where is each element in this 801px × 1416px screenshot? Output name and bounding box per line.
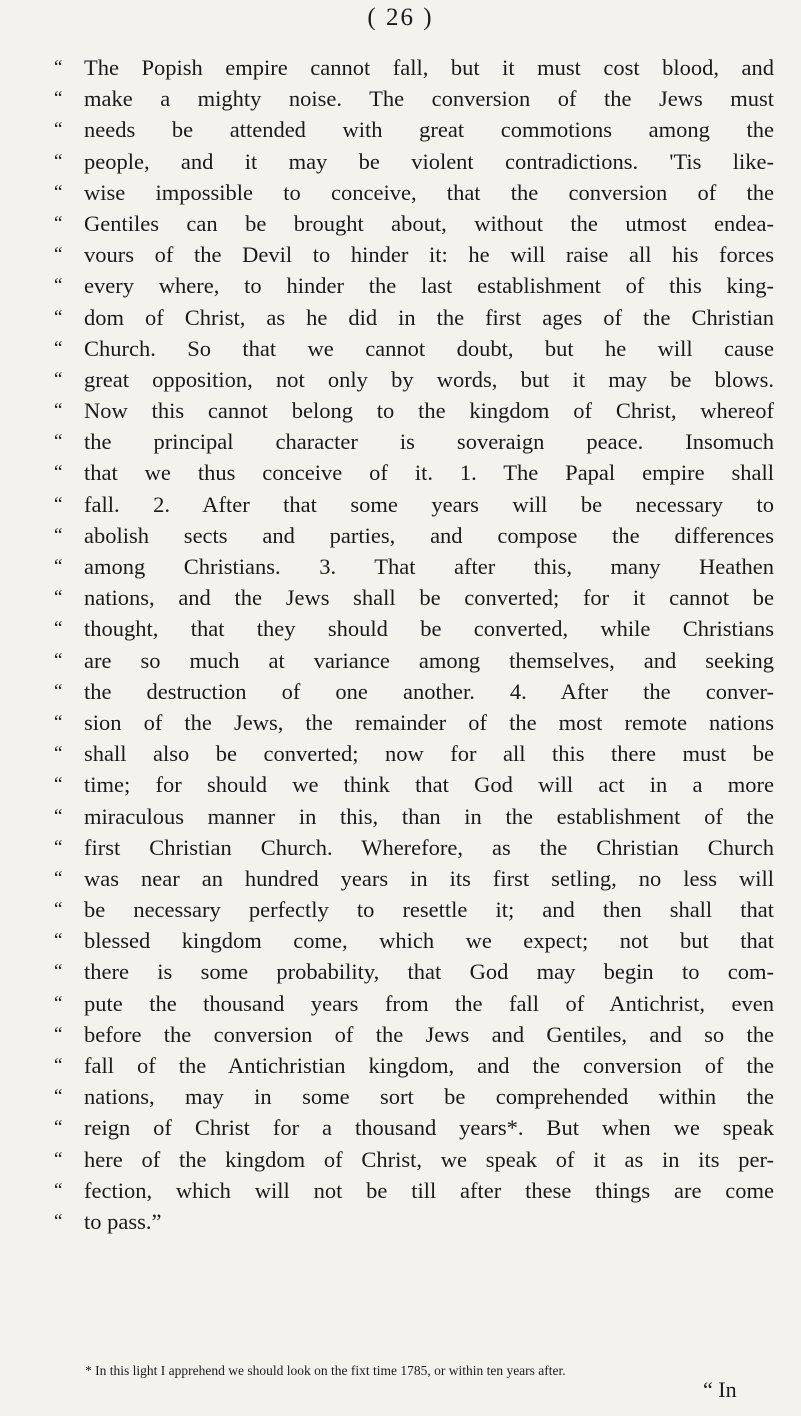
line-text: great opposition, not only by words, but it may be blows. — [84, 366, 774, 392]
quote-mark: “ — [54, 524, 63, 546]
quote-mark: “ — [54, 680, 63, 702]
text-line — [54, 769, 774, 800]
line-text: first Christian Church. Wherefore, as the Christian Church — [84, 834, 774, 860]
quote-mark: “ — [54, 275, 63, 297]
quote-mark: “ — [54, 587, 63, 609]
text-line — [54, 707, 774, 738]
text-line — [54, 1144, 774, 1175]
line-text: the destruction of one another. 4. After the conver- — [84, 678, 774, 704]
line-text: Gentiles can be brought about, without the utmost endea- — [84, 210, 774, 236]
quote-mark: “ — [54, 1148, 63, 1170]
line-text: here of the kingdom of Christ, we speak of it as in its per- — [84, 1146, 774, 1172]
line-text: thought, that they should be converted, while Christians — [84, 616, 774, 642]
quote-mark: “ — [54, 867, 63, 889]
text-line — [54, 582, 774, 613]
line-text: make a mighty noise. The conversion of the Jews must — [84, 86, 774, 112]
line-text: are so much at variance among themselves, and seeking — [84, 647, 774, 673]
quote-mark: “ — [54, 212, 63, 234]
quote-mark: “ — [54, 1023, 63, 1045]
text-line — [54, 83, 774, 114]
text-line — [54, 114, 774, 145]
line-text: reign of Christ for a thousand years*. But when we speak — [84, 1115, 774, 1141]
quote-mark: “ — [54, 400, 63, 422]
text-line — [54, 801, 774, 832]
text-line — [54, 645, 774, 676]
line-text: pute the thousand years from the fall of Antichrist, even — [84, 990, 774, 1016]
text-line — [54, 676, 774, 707]
quote-mark: “ — [54, 774, 63, 796]
quote-mark: “ — [54, 556, 63, 577]
footnote: * In this light I apprehend we should look on the fixt time 1785, or within ten years after. — [85, 1363, 566, 1378]
text-line — [54, 146, 774, 177]
text-line — [54, 988, 774, 1019]
quote-mark: “ — [54, 181, 63, 203]
text-line — [54, 457, 774, 488]
line-text: people, and it may be violent contradictions. 'Tis like- — [84, 148, 774, 174]
line-text: abolish sects and parties, and compose the differences — [84, 522, 774, 548]
quote-mark: “ — [54, 1179, 63, 1201]
quote-mark: “ — [54, 57, 63, 78]
text-line — [54, 1050, 774, 1081]
text-line — [54, 1175, 774, 1206]
line-text: among Christians. 3. That after this, many Heathen — [84, 554, 774, 579]
quote-mark: “ — [54, 1055, 63, 1076]
quote-mark: “ — [54, 711, 63, 733]
line-text: needs be attended with great commotions among the — [84, 117, 774, 143]
text-line — [54, 1206, 774, 1237]
text-line — [54, 738, 774, 769]
line-text: be necessary perfectly to resettle it; and then shall that — [84, 897, 774, 923]
text-line — [54, 489, 774, 520]
text-line — [54, 270, 774, 301]
quote-mark: “ — [54, 462, 63, 484]
text-line — [54, 1081, 774, 1112]
line-text: before the conversion of the Jews and Gentiles, and so the — [84, 1021, 774, 1047]
quote-mark: “ — [54, 493, 63, 515]
quote-mark: “ — [54, 961, 63, 983]
text-line — [54, 1019, 774, 1050]
line-text: fall. 2. After that some years will be necessary to — [84, 491, 774, 517]
line-text: fection, which will not be till after these things are come — [84, 1177, 774, 1203]
text-line — [54, 52, 774, 83]
text-line — [54, 956, 774, 987]
text-line — [54, 364, 774, 395]
quote-mark: “ — [54, 930, 63, 952]
quote-mark: “ — [54, 150, 63, 172]
quote-mark: “ — [54, 649, 63, 671]
text-line — [54, 177, 774, 208]
line-text: nations, and the Jews shall be converted; for it cannot be — [84, 585, 774, 611]
text-line — [54, 302, 774, 333]
body-text — [54, 52, 774, 1237]
quote-mark: “ — [54, 618, 63, 640]
text-line — [54, 925, 774, 956]
text-line — [54, 426, 774, 457]
text-line — [54, 1112, 774, 1143]
quote-mark: “ — [54, 992, 63, 1014]
quote-mark: “ — [54, 899, 63, 921]
text-line — [54, 333, 774, 364]
quote-mark: “ — [54, 368, 63, 390]
line-text: time; for should we think that God will act in a more — [84, 772, 774, 798]
quote-mark: “ — [54, 1117, 63, 1139]
page-number: ( 26 ) — [367, 4, 434, 31]
line-text: miraculous manner in this, than in the establishment of the — [84, 803, 774, 829]
quote-mark: “ — [54, 119, 63, 141]
quote-mark: “ — [54, 743, 63, 765]
text-line — [54, 395, 774, 426]
line-text: vours of the Devil to hinder it: he will raise all his forces — [84, 242, 774, 268]
line-text: fall of the Antichristian kingdom, and the conversion of the — [84, 1053, 774, 1078]
quote-mark: “ — [54, 337, 63, 359]
text-line — [54, 894, 774, 925]
text-line — [54, 239, 774, 270]
quote-mark: “ — [54, 244, 63, 266]
line-text: sion of the Jews, the remainder of the most remote nations — [84, 709, 774, 735]
text-line — [54, 208, 774, 239]
line-text: Now this cannot belong to the kingdom of Christ, whereof — [84, 398, 774, 424]
text-line — [54, 613, 774, 644]
quote-mark: “ — [54, 88, 63, 110]
text-line — [54, 551, 774, 582]
quote-mark: “ — [54, 431, 63, 453]
line-text: blessed kingdom come, which we expect; not but that — [84, 928, 774, 954]
text-line — [54, 863, 774, 894]
line-text: dom of Christ, as he did in the first ages of the Christian — [84, 304, 774, 330]
text-line — [54, 520, 774, 551]
line-text: wise impossible to conceive, that the conversion of the — [84, 179, 774, 205]
line-text: Church. So that we cannot doubt, but he will cause — [84, 335, 774, 361]
line-text: there is some probability, that God may begin to com- — [84, 959, 774, 985]
catchword: “ In — [703, 1377, 737, 1402]
quote-mark: “ — [54, 1210, 63, 1232]
line-text: to pass.” — [84, 1208, 162, 1234]
line-text: was near an hundred years in its first setling, no less will — [84, 865, 774, 891]
line-text: that we thus conceive of it. 1. The Papal empire shall — [84, 460, 774, 486]
line-text: The Popish empire cannot fall, but it must cost blood, and — [84, 55, 774, 80]
quote-mark: “ — [54, 805, 63, 827]
line-text: the principal character is soveraign peace. Insomuch — [84, 429, 774, 455]
line-text: nations, may in some sort be comprehended within the — [84, 1084, 774, 1110]
quote-mark: “ — [54, 1086, 63, 1108]
line-text: shall also be converted; now for all this there must be — [84, 741, 774, 767]
quote-mark: “ — [54, 836, 63, 858]
text-line — [54, 832, 774, 863]
line-text: every where, to hinder the last establishment of this king- — [84, 273, 774, 299]
quote-mark: “ — [54, 306, 63, 328]
